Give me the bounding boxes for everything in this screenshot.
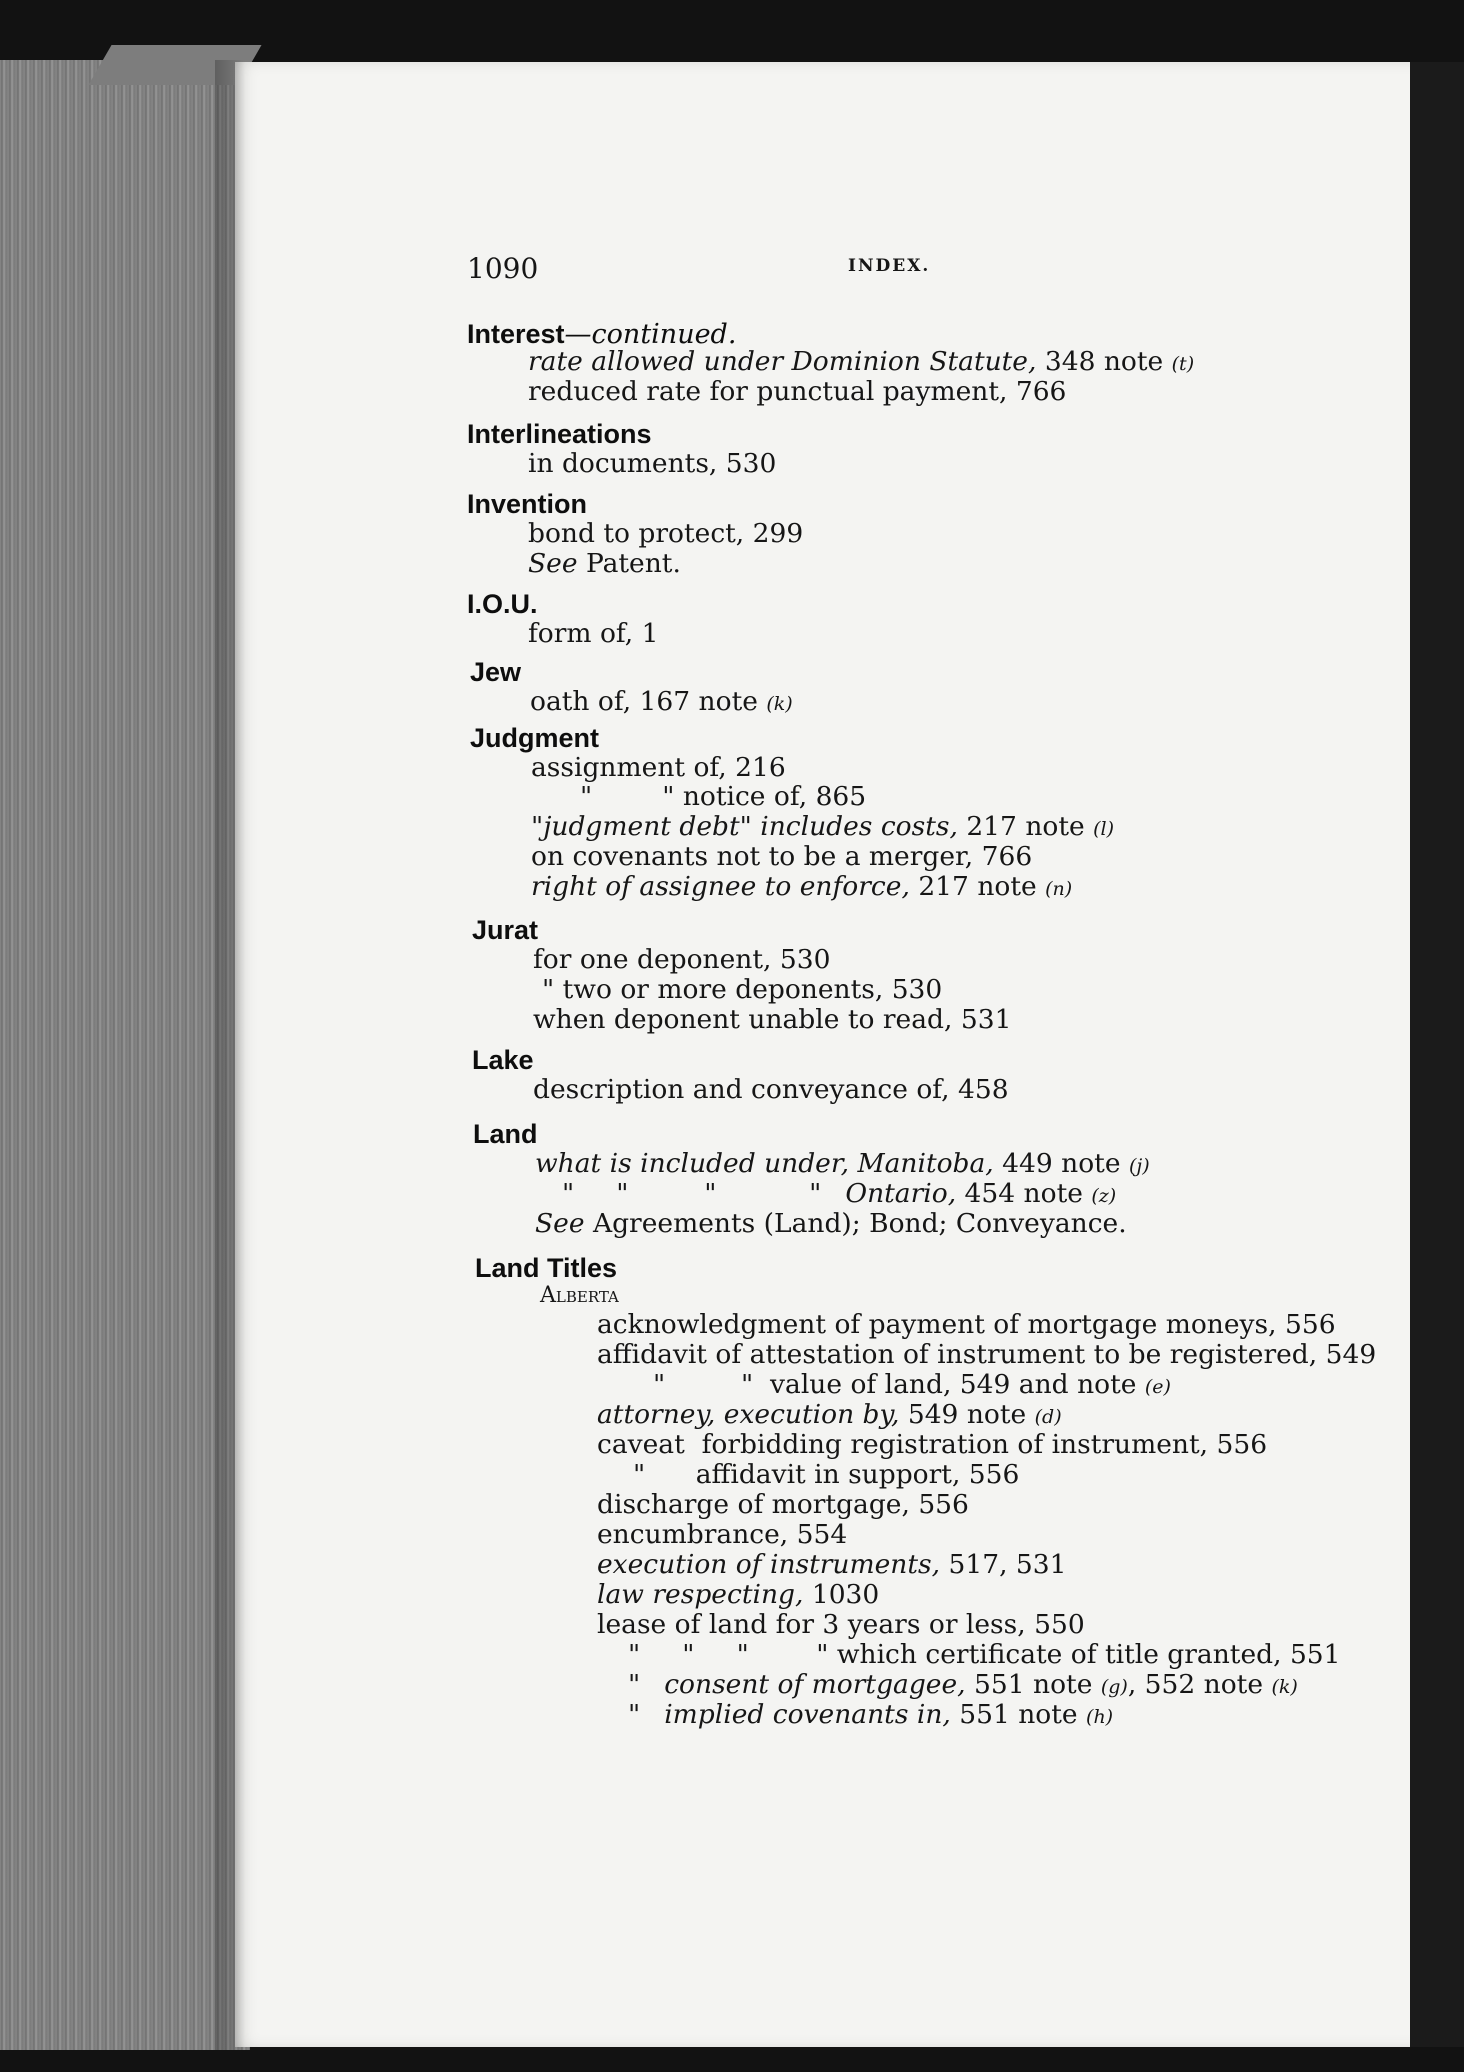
subentry-text: value of land, 549 and note bbox=[753, 1369, 1145, 1400]
subentry: reduced rate for punctual payment, 766 bbox=[528, 376, 1067, 407]
note-letter: (h) bbox=[1086, 1706, 1114, 1728]
subentry-text: 517, 531 bbox=[940, 1549, 1067, 1580]
note-letter: (z) bbox=[1091, 1185, 1117, 1207]
ditto-mark: " bbox=[628, 1699, 641, 1730]
subentry-text: Patent. bbox=[577, 548, 681, 579]
entry-heading-iou: I.O.U. bbox=[467, 589, 538, 619]
subentry-italic: Ontario, bbox=[845, 1178, 957, 1209]
subentry: for one deponent, 530 bbox=[533, 944, 831, 975]
note-letter: (e) bbox=[1144, 1376, 1171, 1398]
entry-heading-lake: Lake bbox=[472, 1045, 534, 1075]
entry-heading-invention: Invention bbox=[467, 489, 587, 519]
subentry-text: oath of, 167 note bbox=[530, 686, 767, 717]
subentry bbox=[535, 1149, 1150, 1181]
subentry: discharge of mortgage, 556 bbox=[597, 1489, 969, 1520]
note-letter: (g) bbox=[1100, 1676, 1128, 1698]
subheading-alberta: Alberta bbox=[540, 1283, 619, 1308]
heading-suffix: —continued. bbox=[564, 319, 737, 350]
subentry bbox=[528, 347, 1194, 379]
subentry-text: 217 note bbox=[957, 811, 1094, 842]
right-edge-shadow bbox=[1410, 62, 1464, 2047]
entry-heading-jew: Jew bbox=[470, 657, 522, 687]
subentry: form of, 1 bbox=[528, 618, 659, 649]
subentry-italic: law respecting, bbox=[597, 1579, 804, 1610]
entry-heading-jurat: Jurat bbox=[472, 915, 539, 945]
subentry-text: 348 note bbox=[1036, 346, 1172, 377]
subentry: bond to protect, 299 bbox=[528, 518, 804, 549]
subentry bbox=[535, 1209, 1127, 1239]
see-label: See bbox=[535, 1208, 585, 1239]
page-block-edge bbox=[0, 60, 250, 2050]
subentry: assignment of, 216 bbox=[531, 752, 786, 783]
subentry bbox=[597, 1550, 1067, 1580]
subentry-text: 551 note bbox=[950, 1699, 1087, 1730]
page-number: 1090 bbox=[467, 252, 539, 285]
subentry bbox=[580, 782, 866, 812]
entry-heading-interlineations: Interlineations bbox=[467, 419, 652, 449]
note-letter: (k) bbox=[1271, 1676, 1298, 1698]
entry-heading-land-titles: Land Titles bbox=[475, 1253, 618, 1283]
subentry: on covenants not to be a merger, 766 bbox=[531, 841, 1033, 872]
subentry bbox=[597, 1580, 879, 1610]
page-content bbox=[235, 62, 1415, 2047]
subentry-text: 549 note bbox=[899, 1399, 1035, 1430]
subentry bbox=[528, 549, 681, 579]
subentry bbox=[531, 872, 1072, 904]
subentry-text: Agreements (Land); Bond; Conveyance. bbox=[584, 1208, 1127, 1239]
subentry: in documents, 530 bbox=[528, 448, 777, 479]
subentry: " two or more deponents, 530 bbox=[542, 974, 943, 1005]
subentry-italic: execution of instruments, bbox=[597, 1549, 941, 1580]
ditto-marks: " " " " bbox=[562, 1178, 822, 1209]
heading-text: Interest bbox=[467, 319, 565, 349]
subentry bbox=[628, 1640, 1341, 1670]
subentry: affidavit of attestation of instrument to be registered, 549 bbox=[597, 1339, 1377, 1370]
subentry-italic: what is included under, Manitoba, bbox=[535, 1148, 994, 1179]
subentry-italic: "judgment debt" includes costs, bbox=[531, 811, 958, 842]
subentry: " affidavit in support, 556 bbox=[633, 1459, 1020, 1490]
subentry-text: , 552 note bbox=[1127, 1669, 1272, 1700]
note-letter: (l) bbox=[1093, 818, 1115, 840]
spine-shadow bbox=[215, 60, 245, 2050]
subentry bbox=[530, 687, 793, 719]
subentry-text: 1030 bbox=[803, 1579, 880, 1610]
subentry: encumbrance, 554 bbox=[597, 1519, 848, 1550]
note-letter: (n) bbox=[1045, 878, 1073, 900]
note-letter: (t) bbox=[1171, 353, 1195, 375]
subentry: lease of land for 3 years or less, 550 bbox=[597, 1609, 1085, 1640]
subentry: when deponent unable to read, 531 bbox=[533, 1004, 1012, 1035]
subentry bbox=[531, 812, 1114, 844]
note-letter: (d) bbox=[1034, 1406, 1062, 1428]
subentry: description and conveyance of, 458 bbox=[533, 1074, 1009, 1105]
subentry: acknowledgment of payment of mortgage moneys, 556 bbox=[597, 1309, 1336, 1340]
subentry-text: 454 note bbox=[956, 1178, 1092, 1209]
entry-heading-judgment: Judgment bbox=[470, 723, 600, 753]
subentry bbox=[597, 1400, 1062, 1432]
subentry-italic: attorney, execution by, bbox=[597, 1399, 900, 1430]
see-label: See bbox=[528, 548, 578, 579]
entry-heading-land: Land bbox=[473, 1119, 538, 1149]
subentry bbox=[628, 1670, 1298, 1702]
subentry-italic: rate allowed under Dominion Statute, bbox=[528, 346, 1037, 377]
subentry-italic: right of assignee to enforce, bbox=[531, 871, 910, 902]
subentry: caveat forbidding registration of instrument, 556 bbox=[597, 1429, 1268, 1460]
ditto-mark: " bbox=[580, 781, 593, 812]
subentry-text: 551 note bbox=[965, 1669, 1101, 1700]
note-letter: (j) bbox=[1128, 1155, 1150, 1177]
running-head: INDEX. bbox=[848, 256, 931, 276]
subentry bbox=[653, 1370, 1171, 1402]
subentry-italic: consent of mortgagee, bbox=[664, 1669, 966, 1700]
subentry-text: 449 note bbox=[993, 1148, 1129, 1179]
note-letter: (k) bbox=[766, 693, 793, 715]
ditto-marks: " " " " bbox=[628, 1639, 829, 1670]
ditto-marks: " " bbox=[653, 1369, 754, 1400]
ditto-mark: " bbox=[628, 1669, 641, 1700]
subentry-italic: implied covenants in, bbox=[664, 1699, 951, 1730]
subentry bbox=[628, 1700, 1113, 1732]
book-page bbox=[235, 62, 1415, 2047]
subentry-text: " notice of, 865 bbox=[662, 781, 867, 812]
subentry-text: 217 note bbox=[909, 871, 1046, 902]
subentry bbox=[562, 1179, 1116, 1211]
subentry-text: which certificate of title granted, 551 bbox=[828, 1639, 1341, 1670]
